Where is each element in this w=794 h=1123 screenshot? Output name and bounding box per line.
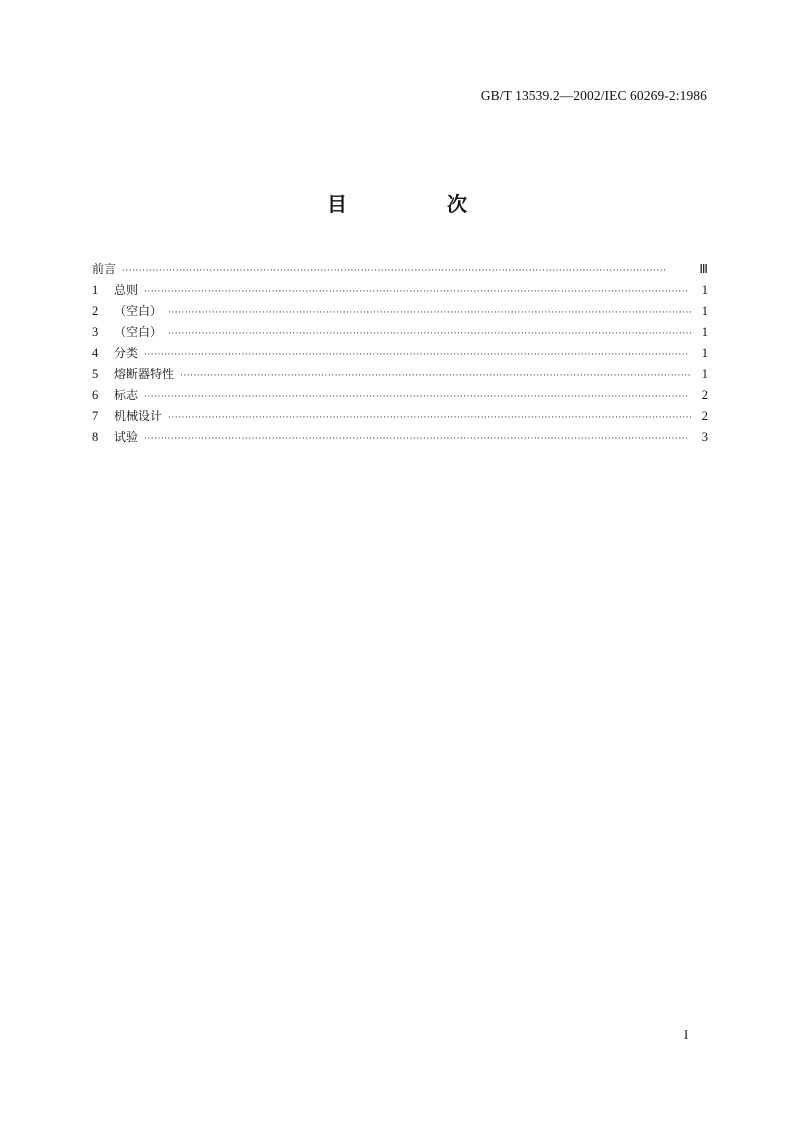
toc-leader-dots <box>144 387 692 408</box>
toc-leader-dots <box>168 303 692 324</box>
toc-entry-page: 2 <box>701 409 708 423</box>
toc-entry-label: 标志 <box>114 388 139 402</box>
toc-leader-dots <box>168 408 692 429</box>
toc-entry-number: 5 <box>92 367 99 381</box>
toc-entry-page: 2 <box>701 388 708 402</box>
table-of-contents <box>92 259 708 448</box>
toc-leader-dots <box>144 282 692 303</box>
toc-entry-label: 分类 <box>114 346 139 360</box>
toc-entry-label: 前言 <box>92 262 117 276</box>
toc-entry-number: 2 <box>92 304 99 318</box>
page-title: 目 次 <box>327 192 507 216</box>
toc-entry-1[interactable] <box>92 280 708 301</box>
toc-entry-number: 6 <box>92 388 99 402</box>
toc-leader-dots <box>168 324 692 345</box>
toc-leader-dots <box>180 366 692 387</box>
toc-entry-foreword[interactable] <box>92 259 708 280</box>
toc-entry-3[interactable] <box>92 322 708 343</box>
toc-entry-number: 3 <box>92 325 99 339</box>
toc-entry-5[interactable] <box>92 364 708 385</box>
toc-entry-6[interactable] <box>92 385 708 406</box>
toc-leader-dots <box>144 345 692 366</box>
toc-entry-label: 熔断器特性 <box>114 367 175 381</box>
toc-entry-page: 1 <box>701 367 708 381</box>
toc-entry-page: 1 <box>701 325 708 339</box>
toc-entry-label: （空白） <box>114 325 163 339</box>
toc-leader-dots <box>122 261 692 282</box>
toc-entry-page: Ⅲ <box>699 262 708 276</box>
toc-entry-number: 1 <box>92 283 99 297</box>
toc-entry-label: 试验 <box>114 430 139 444</box>
toc-entry-number: 7 <box>92 409 99 423</box>
toc-leader-dots <box>144 429 692 450</box>
footer-page-number: I <box>684 1028 689 1042</box>
toc-entry-page: 1 <box>701 283 708 297</box>
toc-entry-label: 总则 <box>114 283 139 297</box>
toc-entry-label: 机械设计 <box>114 409 163 423</box>
toc-entry-7[interactable] <box>92 406 708 427</box>
toc-entry-page: 1 <box>701 346 708 360</box>
toc-entry-8[interactable] <box>92 427 708 448</box>
toc-entry-2[interactable] <box>92 301 708 322</box>
toc-entry-number: 4 <box>92 346 99 360</box>
toc-entry-label: （空白） <box>114 304 163 318</box>
toc-entry-number: 8 <box>92 430 99 444</box>
standard-code-header: GB/T 13539.2—2002/IEC 60269-2:1986 <box>480 88 707 103</box>
toc-entry-page: 1 <box>701 304 708 318</box>
toc-entry-4[interactable] <box>92 343 708 364</box>
toc-entry-page: 3 <box>701 430 708 444</box>
